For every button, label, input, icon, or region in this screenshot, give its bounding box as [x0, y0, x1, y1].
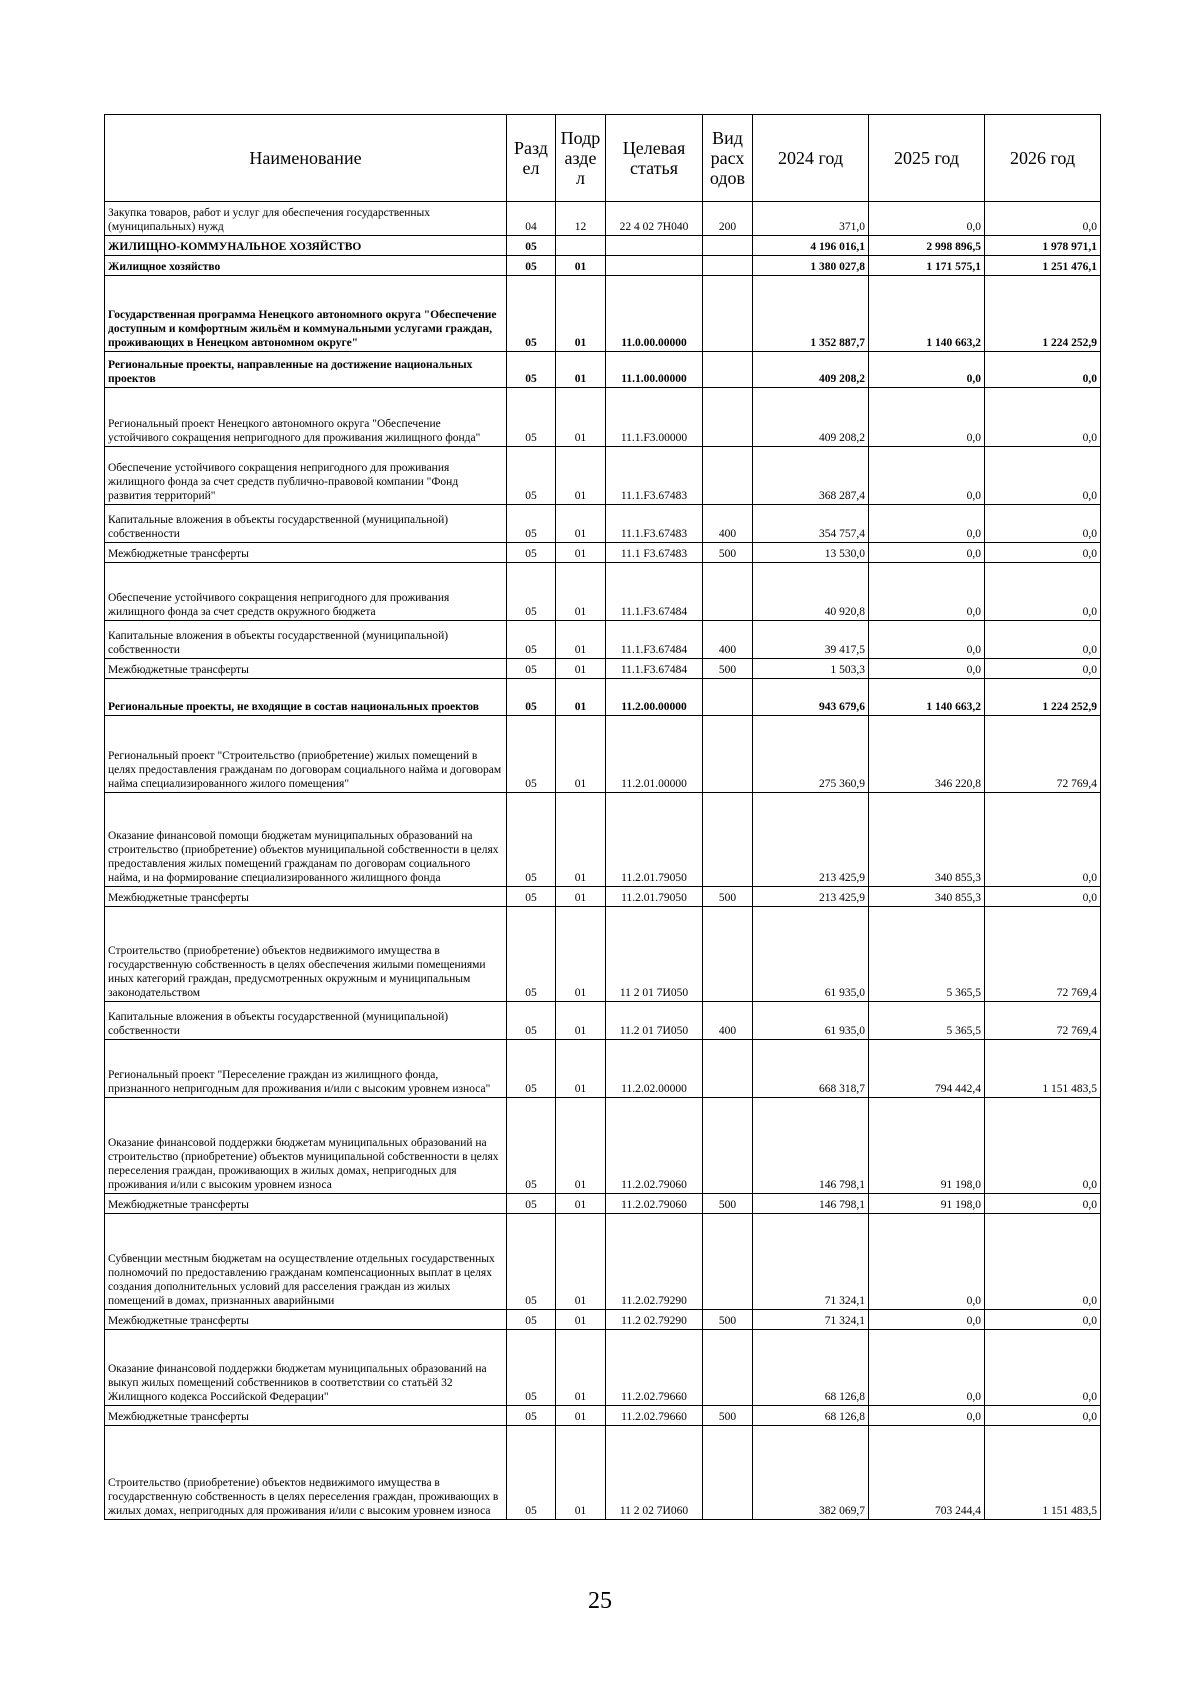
row-value-2024: 943 679,6 [753, 679, 869, 716]
row-razdel: 05 [507, 659, 556, 679]
row-value-2024: 71 324,1 [753, 1214, 869, 1310]
row-name: Региональный проект "Переселение граждан из жилищного фонда, признанного непригодным для проживания и/или с высоким уровнем износа" [105, 1040, 507, 1098]
row-value-2024: 146 798,1 [753, 1098, 869, 1194]
row-name: Региональные проекты, направленные на достижение национальных проектов [105, 352, 507, 388]
row-value-2026: 0,0 [985, 563, 1101, 621]
row-vid: 500 [703, 1194, 753, 1214]
header-article: Целевая статья [606, 115, 703, 202]
table-row [105, 679, 1101, 716]
table-header-row [105, 115, 1101, 202]
row-value-2025: 0,0 [869, 1330, 985, 1406]
row-value-2025: 794 442,4 [869, 1040, 985, 1098]
row-value-2026: 0,0 [985, 887, 1101, 907]
row-value-2024: 668 318,7 [753, 1040, 869, 1098]
row-podrazdel: 01 [556, 543, 606, 563]
table-row [105, 1098, 1101, 1194]
row-vid [703, 256, 753, 276]
row-value-2024: 1 352 887,7 [753, 276, 869, 352]
row-vid [703, 716, 753, 793]
row-vid: 200 [703, 202, 753, 236]
row-value-2025: 0,0 [869, 202, 985, 236]
row-value-2024: 275 360,9 [753, 716, 869, 793]
table-row [105, 543, 1101, 563]
row-value-2025: 91 198,0 [869, 1194, 985, 1214]
row-podrazdel: 01 [556, 1098, 606, 1194]
row-vid: 500 [703, 543, 753, 563]
row-razdel: 05 [507, 256, 556, 276]
row-name: Капитальные вложения в объекты государственной (муниципальной) собственности [105, 1002, 507, 1040]
row-value-2026: 72 769,4 [985, 1002, 1101, 1040]
row-value-2024: 382 069,7 [753, 1426, 869, 1520]
row-value-2025: 0,0 [869, 1214, 985, 1310]
row-value-2025: 0,0 [869, 543, 985, 563]
row-article: 11.2.02.00000 [606, 1040, 703, 1098]
row-podrazdel: 01 [556, 1040, 606, 1098]
row-value-2026: 0,0 [985, 447, 1101, 505]
row-name: Субвенции местным бюджетам на осуществление отдельных государственных полномочий по предоставлению гражданам компенсационных выплат в целях создания дополнительных условий для расселения граждан из жилых помещений в домах, признанных аварийными [105, 1214, 507, 1310]
header-2026: 2026 год [985, 115, 1101, 202]
row-razdel: 05 [507, 679, 556, 716]
row-value-2026: 0,0 [985, 388, 1101, 447]
row-value-2024: 39 417,5 [753, 621, 869, 659]
row-name: Межбюджетные трансферты [105, 659, 507, 679]
row-article: 11.1.F3.67483 [606, 447, 703, 505]
row-razdel: 05 [507, 505, 556, 543]
row-razdel: 05 [507, 1194, 556, 1214]
row-vid [703, 1098, 753, 1194]
table-body [105, 202, 1101, 1520]
row-podrazdel: 01 [556, 621, 606, 659]
table-row [105, 256, 1101, 276]
row-vid [703, 388, 753, 447]
row-name: Государственная программа Ненецкого автономного округа "Обеспечение доступным и комфортным жильём и коммунальными услугами граждан, проживающих в Ненецком автономном округе" [105, 276, 507, 352]
row-razdel: 05 [507, 447, 556, 505]
budget-page [104, 114, 1100, 1520]
row-vid: 500 [703, 1310, 753, 1330]
row-article: 11.2.02.79060 [606, 1098, 703, 1194]
row-name: Региональный проект "Строительство (приобретение) жилых помещений в целях предоставления гражданам по договорам социального найма и договорам найма специализированного жилого помещения" [105, 716, 507, 793]
table-row [105, 1194, 1101, 1214]
row-podrazdel: 01 [556, 276, 606, 352]
row-article: 11.2.01.00000 [606, 716, 703, 793]
row-vid [703, 793, 753, 887]
row-article: 11 2 02 7И060 [606, 1426, 703, 1520]
row-vid [703, 563, 753, 621]
row-value-2025: 91 198,0 [869, 1098, 985, 1194]
row-value-2025: 0,0 [869, 388, 985, 447]
row-article: 11.1 F3.67483 [606, 543, 703, 563]
row-value-2024: 146 798,1 [753, 1194, 869, 1214]
row-razdel: 05 [507, 1310, 556, 1330]
row-podrazdel: 01 [556, 1194, 606, 1214]
row-article [606, 256, 703, 276]
header-2024: 2024 год [753, 115, 869, 202]
row-podrazdel: 01 [556, 659, 606, 679]
row-podrazdel: 01 [556, 1426, 606, 1520]
row-value-2024: 61 935,0 [753, 907, 869, 1002]
row-name: Межбюджетные трансферты [105, 1194, 507, 1214]
row-name: Обеспечение устойчивого сокращения непригодного для проживания жилищного фонда за счет средств окружного бюджета [105, 563, 507, 621]
row-article: 11.2.02.79290 [606, 1214, 703, 1310]
row-value-2025: 0,0 [869, 352, 985, 388]
row-article: 11.1.F3.00000 [606, 388, 703, 447]
table-row [105, 388, 1101, 447]
row-razdel: 04 [507, 202, 556, 236]
row-value-2025: 1 140 663,2 [869, 276, 985, 352]
row-value-2024: 1 380 027,8 [753, 256, 869, 276]
row-podrazdel [556, 236, 606, 256]
row-value-2025: 0,0 [869, 505, 985, 543]
table-row [105, 621, 1101, 659]
row-value-2026: 0,0 [985, 621, 1101, 659]
row-podrazdel: 01 [556, 679, 606, 716]
row-value-2026: 0,0 [985, 1406, 1101, 1426]
row-article: 11.2.01.79050 [606, 793, 703, 887]
row-vid: 400 [703, 621, 753, 659]
row-podrazdel: 01 [556, 1002, 606, 1040]
row-value-2024: 4 196 016,1 [753, 236, 869, 256]
row-value-2024: 409 208,2 [753, 388, 869, 447]
row-value-2024: 213 425,9 [753, 793, 869, 887]
row-value-2024: 213 425,9 [753, 887, 869, 907]
row-value-2026: 0,0 [985, 505, 1101, 543]
row-value-2026: 1 978 971,1 [985, 236, 1101, 256]
row-article: 11 2 01 7И050 [606, 907, 703, 1002]
row-vid: 500 [703, 887, 753, 907]
row-value-2026: 0,0 [985, 1310, 1101, 1330]
row-razdel: 05 [507, 388, 556, 447]
row-value-2026: 72 769,4 [985, 716, 1101, 793]
row-podrazdel: 01 [556, 256, 606, 276]
row-razdel: 05 [507, 793, 556, 887]
row-value-2024: 13 530,0 [753, 543, 869, 563]
table-row [105, 1214, 1101, 1310]
row-vid: 500 [703, 1406, 753, 1426]
row-razdel: 05 [507, 1214, 556, 1310]
row-value-2026: 0,0 [985, 1214, 1101, 1310]
row-name: Оказание финансовой поддержки бюджетам муниципальных образований на выкуп жилых помещений собственников в соответствии со статьёй 32 Жилищного кодекса Российской Федерации" [105, 1330, 507, 1406]
row-value-2024: 368 287,4 [753, 447, 869, 505]
row-value-2025: 0,0 [869, 563, 985, 621]
row-value-2025: 346 220,8 [869, 716, 985, 793]
row-razdel: 05 [507, 1330, 556, 1406]
row-value-2026: 0,0 [985, 793, 1101, 887]
row-name: Межбюджетные трансферты [105, 887, 507, 907]
row-podrazdel: 01 [556, 716, 606, 793]
table-row [105, 907, 1101, 1002]
row-article: 11.1.00.00000 [606, 352, 703, 388]
row-name: Жилищное хозяйство [105, 256, 507, 276]
row-podrazdel: 01 [556, 352, 606, 388]
row-value-2024: 68 126,8 [753, 1406, 869, 1426]
row-value-2026: 0,0 [985, 659, 1101, 679]
row-value-2026: 1 224 252,9 [985, 276, 1101, 352]
row-razdel: 05 [507, 1406, 556, 1426]
row-value-2025: 703 244,4 [869, 1426, 985, 1520]
header-podrazdel: Подр азде л [556, 115, 606, 202]
table-row [105, 887, 1101, 907]
table-row [105, 1330, 1101, 1406]
row-value-2026: 0,0 [985, 1194, 1101, 1214]
row-name: Межбюджетные трансферты [105, 1310, 507, 1330]
row-value-2024: 409 208,2 [753, 352, 869, 388]
row-razdel: 05 [507, 887, 556, 907]
table-row [105, 659, 1101, 679]
row-razdel: 05 [507, 563, 556, 621]
row-value-2025: 0,0 [869, 1310, 985, 1330]
row-article: 11.2.02.79660 [606, 1330, 703, 1406]
budget-table [104, 114, 1101, 1520]
row-podrazdel: 01 [556, 388, 606, 447]
row-value-2026: 0,0 [985, 352, 1101, 388]
row-article: 11.2.00.00000 [606, 679, 703, 716]
table-row [105, 716, 1101, 793]
table-row [105, 276, 1101, 352]
row-podrazdel: 01 [556, 505, 606, 543]
row-podrazdel: 01 [556, 1406, 606, 1426]
row-article: 11.2 01 7И050 [606, 1002, 703, 1040]
row-value-2026: 72 769,4 [985, 907, 1101, 1002]
row-vid: 500 [703, 659, 753, 679]
page-number: 25 [588, 1588, 612, 1614]
table-row [105, 447, 1101, 505]
row-article: 11.2.02.79660 [606, 1406, 703, 1426]
row-razdel: 05 [507, 236, 556, 256]
row-razdel: 05 [507, 276, 556, 352]
row-razdel: 05 [507, 352, 556, 388]
row-podrazdel: 01 [556, 1330, 606, 1406]
row-vid [703, 1330, 753, 1406]
row-name: Межбюджетные трансферты [105, 1406, 507, 1426]
row-vid [703, 276, 753, 352]
row-podrazdel: 12 [556, 202, 606, 236]
row-value-2024: 354 757,4 [753, 505, 869, 543]
row-value-2025: 0,0 [869, 1406, 985, 1426]
row-value-2025: 0,0 [869, 659, 985, 679]
row-podrazdel: 01 [556, 1214, 606, 1310]
row-value-2025: 1 140 663,2 [869, 679, 985, 716]
row-article: 11.2.01.79050 [606, 887, 703, 907]
row-name: Обеспечение устойчивого сокращения непригодного для проживания жилищного фонда за счет средств публично-правовой компании "Фонд развития территорий" [105, 447, 507, 505]
row-value-2026: 0,0 [985, 1098, 1101, 1194]
header-2025: 2025 год [869, 115, 985, 202]
row-podrazdel: 01 [556, 793, 606, 887]
row-vid [703, 907, 753, 1002]
row-value-2024: 371,0 [753, 202, 869, 236]
row-vid: 400 [703, 505, 753, 543]
row-razdel: 05 [507, 716, 556, 793]
row-value-2025: 340 855,3 [869, 887, 985, 907]
row-article: 11.1.F3.67484 [606, 563, 703, 621]
row-name: Капитальные вложения в объекты государственной (муниципальной) собственности [105, 505, 507, 543]
header-razdel: Разд ел [507, 115, 556, 202]
row-article [606, 236, 703, 256]
row-value-2024: 1 503,3 [753, 659, 869, 679]
row-article: 11.1.F3.67483 [606, 505, 703, 543]
row-name: Капитальные вложения в объекты государственной (муниципальной) собственности [105, 621, 507, 659]
row-vid [703, 679, 753, 716]
row-razdel: 05 [507, 1426, 556, 1520]
table-row [105, 1002, 1101, 1040]
table-row [105, 236, 1101, 256]
table-row [105, 1310, 1101, 1330]
row-razdel: 05 [507, 907, 556, 1002]
row-article: 11.0.00.00000 [606, 276, 703, 352]
row-vid [703, 447, 753, 505]
header-name: Наименование [105, 115, 507, 202]
table-row [105, 793, 1101, 887]
row-value-2025: 2 998 896,5 [869, 236, 985, 256]
row-razdel: 05 [507, 1098, 556, 1194]
row-podrazdel: 01 [556, 1310, 606, 1330]
row-podrazdel: 01 [556, 447, 606, 505]
row-name: Оказание финансовой поддержки бюджетам муниципальных образований на строительство (приобретение) объектов муниципальной собственности в целях переселения граждан, проживающих в жилых домах, непригодных для проживания и/или с высоким уровнем износа [105, 1098, 507, 1194]
row-value-2025: 1 171 575,1 [869, 256, 985, 276]
row-value-2025: 0,0 [869, 621, 985, 659]
row-name: Строительство (приобретение) объектов недвижимого имущества в государственную собственность в целях обеспечения жилыми помещениями иных категорий граждан, предусмотренных окружным и муниципальным законодательством [105, 907, 507, 1002]
row-value-2025: 0,0 [869, 447, 985, 505]
row-value-2026: 0,0 [985, 543, 1101, 563]
row-vid [703, 1426, 753, 1520]
row-vid [703, 1040, 753, 1098]
table-row [105, 1406, 1101, 1426]
row-value-2025: 340 855,3 [869, 793, 985, 887]
row-value-2024: 61 935,0 [753, 1002, 869, 1040]
row-name: Строительство (приобретение) объектов недвижимого имущества в государственную собственность в целях переселения граждан, проживающих в жилых домах, непригодных для проживания и/или с высоким уровнем износа [105, 1426, 507, 1520]
row-vid [703, 1214, 753, 1310]
row-name: ЖИЛИЩНО-КОММУНАЛЬНОЕ ХОЗЯЙСТВО [105, 236, 507, 256]
row-razdel: 05 [507, 1002, 556, 1040]
row-podrazdel: 01 [556, 887, 606, 907]
row-name: Региональный проект Ненецкого автономного округа "Обеспечение устойчивого сокращения непригодного для проживания жилищного фонда" [105, 388, 507, 447]
table-row [105, 1040, 1101, 1098]
table-row [105, 563, 1101, 621]
row-value-2026: 1 151 483,5 [985, 1040, 1101, 1098]
row-name: Межбюджетные трансферты [105, 543, 507, 563]
row-razdel: 05 [507, 621, 556, 659]
row-podrazdel: 01 [556, 563, 606, 621]
row-article: 11.1.F3.67484 [606, 659, 703, 679]
row-value-2026: 1 151 483,5 [985, 1426, 1101, 1520]
row-podrazdel: 01 [556, 907, 606, 1002]
row-article: 22 4 02 7Н040 [606, 202, 703, 236]
table-row [105, 1426, 1101, 1520]
row-value-2026: 1 224 252,9 [985, 679, 1101, 716]
table-row [105, 202, 1101, 236]
row-vid: 400 [703, 1002, 753, 1040]
table-row [105, 352, 1101, 388]
row-article: 11.2.02.79060 [606, 1194, 703, 1214]
row-value-2026: 0,0 [985, 202, 1101, 236]
row-value-2024: 71 324,1 [753, 1310, 869, 1330]
row-value-2026: 1 251 476,1 [985, 256, 1101, 276]
row-value-2024: 40 920,8 [753, 563, 869, 621]
row-value-2024: 68 126,8 [753, 1330, 869, 1406]
row-vid [703, 352, 753, 388]
row-value-2025: 5 365,5 [869, 1002, 985, 1040]
row-value-2025: 5 365,5 [869, 907, 985, 1002]
row-vid [703, 236, 753, 256]
row-name: Закупка товаров, работ и услуг для обеспечения государственных (муниципальных) нужд [105, 202, 507, 236]
row-article: 11.2 02.79290 [606, 1310, 703, 1330]
row-razdel: 05 [507, 1040, 556, 1098]
header-vid: Вид расх одов [703, 115, 753, 202]
row-value-2026: 0,0 [985, 1330, 1101, 1406]
row-name: Региональные проекты, не входящие в состав национальных проектов [105, 679, 507, 716]
row-razdel: 05 [507, 543, 556, 563]
table-row [105, 505, 1101, 543]
row-name: Оказание финансовой помощи бюджетам муниципальных образований на строительство (приобретение) объектов муниципальной собственности в целях предоставления жилых помещений гражданам по договорам социального найма, и на формирование специализированного жилищного фонда [105, 793, 507, 887]
row-article: 11.1.F3.67484 [606, 621, 703, 659]
